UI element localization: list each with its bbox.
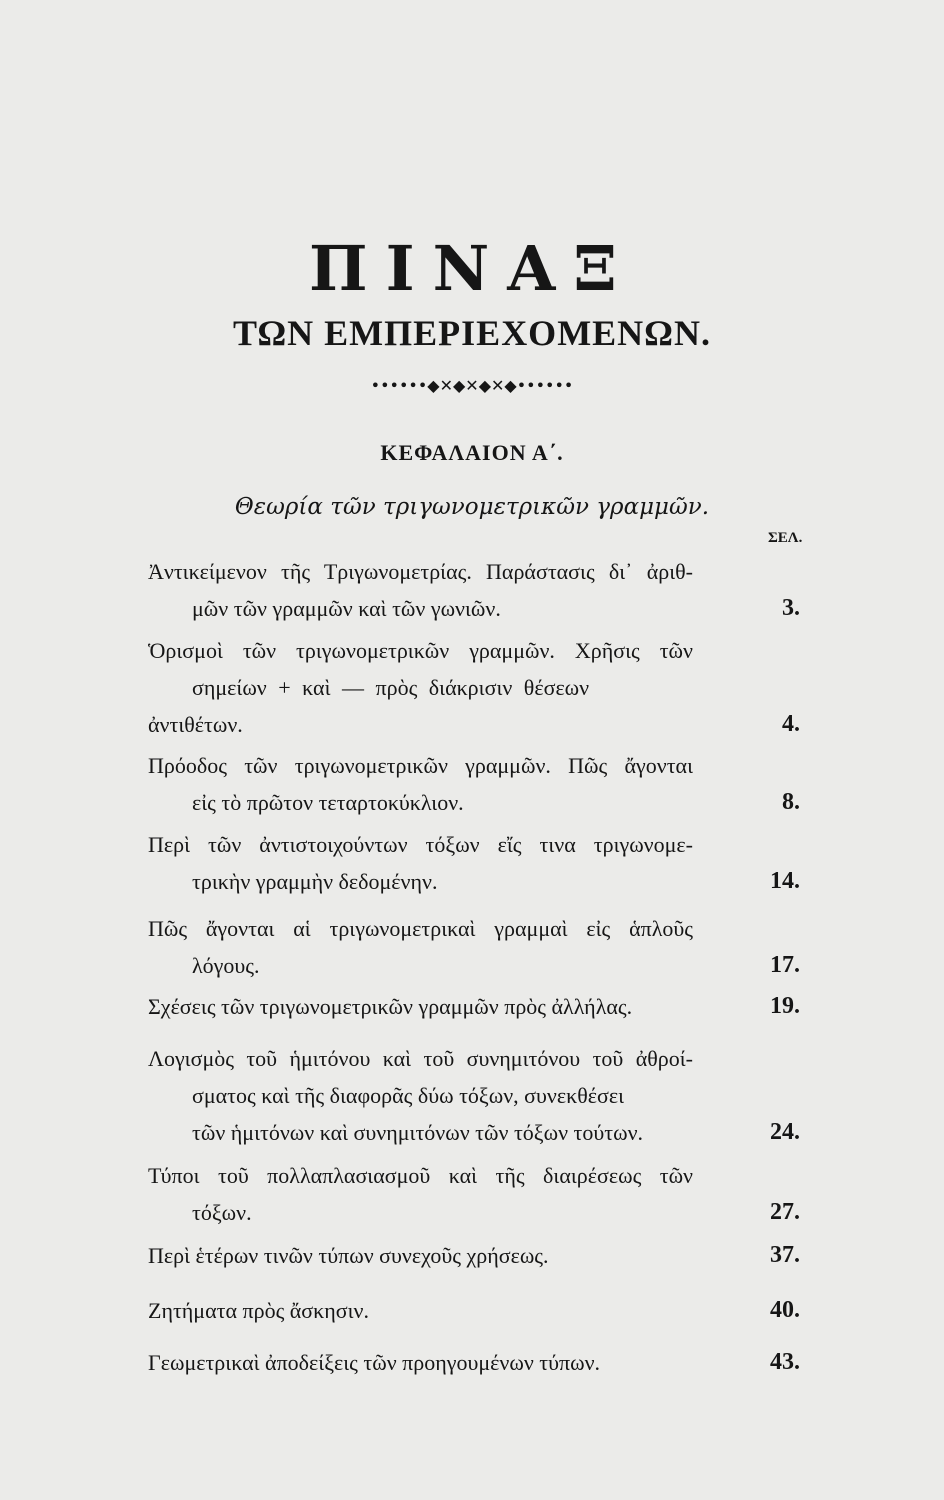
toc-entry-page: 3. bbox=[782, 595, 800, 621]
toc-entry-line: ἀντιθέτων. bbox=[148, 712, 243, 737]
section-heading: Θεωρία τῶν τριγωνομετρικῶν γραμμῶν. bbox=[234, 494, 710, 520]
page-column-label: ΣΕΛ. bbox=[768, 530, 803, 546]
toc-entry-line: τόξων. bbox=[192, 1200, 252, 1225]
toc-entry-page: 14. bbox=[770, 868, 800, 894]
chapter-heading: ΚΕΦΑΛΑΙΟΝ Α΄. bbox=[380, 440, 564, 465]
toc-entry bbox=[148, 826, 798, 900]
toc-entry-page: 4. bbox=[782, 711, 800, 737]
toc-entry-page: 17. bbox=[770, 952, 800, 978]
toc-entry bbox=[148, 1344, 798, 1381]
ornament-divider: ••••••◆✕◆✕◆✕◆•••••• bbox=[370, 376, 574, 395]
toc-entry-line: τρικὴν γραμμὴν δεδομένην. bbox=[192, 869, 438, 894]
toc-entry-line: Περὶ τῶν ἀντιστοιχούντων τόξων εἴς τινα τριγωνομε- bbox=[148, 832, 693, 857]
toc-entry-line: Τύποι τοῦ πολλαπλασιασμοῦ καὶ τῆς διαιρέσεως τῶν bbox=[148, 1163, 693, 1188]
page-title: ΠΙΝΑΞ bbox=[309, 232, 635, 305]
toc-entry bbox=[148, 1237, 798, 1274]
toc-entry-line: λόγους. bbox=[192, 953, 260, 978]
toc-entry-line: Γεωμετρικαὶ ἀποδείξεις τῶν προηγουμένων τύπων. bbox=[148, 1350, 601, 1375]
toc-entry bbox=[148, 910, 798, 984]
toc-entry-line: Ζητήματα πρὸς ἄσκησιν. bbox=[148, 1298, 369, 1323]
toc-entry-line: τῶν ἡμιτόνων καὶ συνημιτόνων τῶν τόξων τούτων. bbox=[192, 1120, 644, 1145]
toc-entry-line: Ἀντικείμενον τῆς Τριγωνομετρίας. Παράστασις δι᾽ ἀριθ- bbox=[148, 559, 693, 584]
toc-entry bbox=[148, 747, 798, 821]
toc-entry-line: Περὶ ἑτέρων τινῶν τύπων συνεχοῦς χρήσεως. bbox=[148, 1243, 549, 1268]
toc-entry-page: 8. bbox=[782, 789, 800, 815]
toc-entry-line: εἰς τὸ πρῶτον τεταρτοκύκλιον. bbox=[192, 790, 464, 815]
toc-entry-line: Σχέσεις τῶν τριγωνομετρικῶν γραμμῶν πρὸς ἀλλήλας. bbox=[148, 994, 633, 1019]
toc-entry-page: 40. bbox=[770, 1297, 800, 1323]
toc-entry-line: μῶν τῶν γραμμῶν καὶ τῶν γωνιῶν. bbox=[192, 596, 501, 621]
page-subtitle: ΤΩΝ ΕΜΠΕΡΙΕΧΟΜΕΝΩΝ. bbox=[232, 313, 712, 353]
toc-entry bbox=[148, 1040, 798, 1151]
toc-entry-page: 27. bbox=[770, 1199, 800, 1225]
toc-entry bbox=[148, 1157, 798, 1231]
toc-entry-page: 24. bbox=[770, 1119, 800, 1145]
toc-entry-line: Ὁρισμοὶ τῶν τριγωνομετρικῶν γραμμῶν. Χρῆσις τῶν bbox=[148, 638, 693, 663]
toc-entry-page: 37. bbox=[770, 1242, 800, 1268]
toc-entry bbox=[148, 632, 798, 743]
toc-entry-line: Λογισμὸς τοῦ ἡμιτόνου καὶ τοῦ συνημιτόνου τοῦ ἀθροί- bbox=[148, 1046, 693, 1071]
toc-entry bbox=[148, 1292, 798, 1329]
toc-entry bbox=[148, 553, 798, 627]
toc-entry-line: Πρόοδος τῶν τριγωνομετρικῶν γραμμῶν. Πῶς ἄγονται bbox=[148, 753, 693, 778]
toc-entry-line: σματος καὶ τῆς διαφορᾶς δύω τόξων, συνεκθέσει bbox=[192, 1083, 624, 1108]
toc-entry-page: 43. bbox=[770, 1349, 800, 1375]
toc-entry-line: σημείων + καὶ — πρὸς διάκρισιν θέσεων bbox=[192, 675, 590, 700]
toc-entry bbox=[148, 988, 798, 1025]
toc-entry-page: 19. bbox=[770, 993, 800, 1019]
toc-entry-line: Πῶς ἄγονται αἱ τριγωνομετρικαὶ γραμμαὶ εἰς ἁπλοῦς bbox=[148, 916, 693, 941]
